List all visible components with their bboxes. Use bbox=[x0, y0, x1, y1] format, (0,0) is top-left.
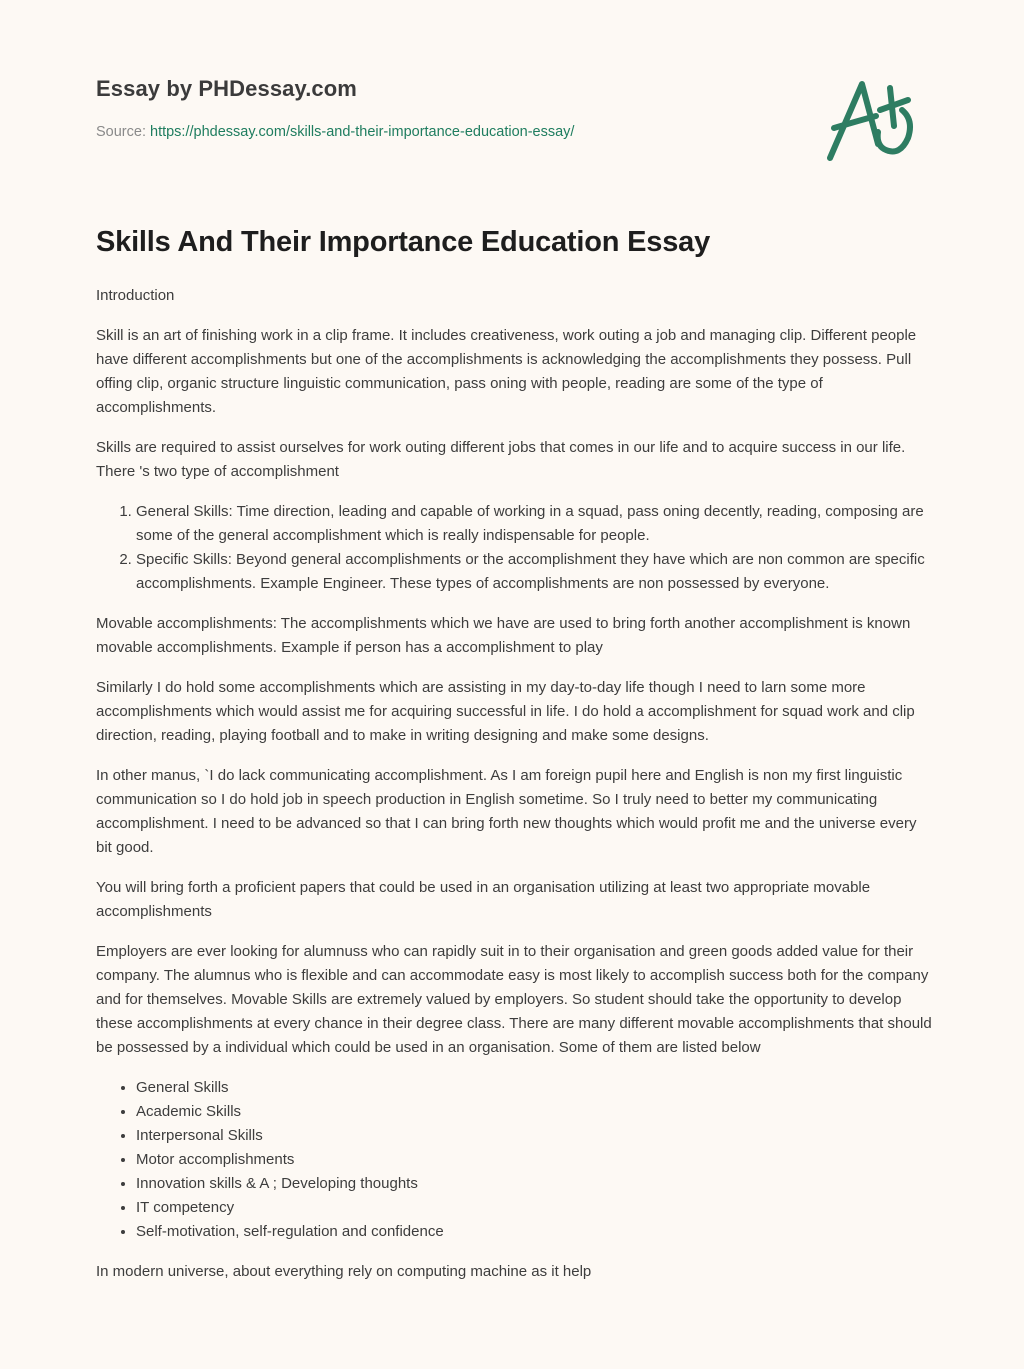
brand-title: Essay by PHDessay.com bbox=[96, 76, 357, 101]
essay-page bbox=[96, 0, 936, 1280]
list-item: 2. Specific Skills: Beyond general accomplishments or the accomplishment they have which are non common are specific accomplishments. Example Engineer. These types of accomplishments are non possessed by everyone. bbox=[136, 548, 936, 596]
paragraph: You will bring forth a proficient papers that could be used in an organisation utilizing at least two appropriate movable accomplishments bbox=[96, 879, 871, 920]
essay-title: Skills And Their Importance Education Essay bbox=[96, 226, 710, 258]
list-item: • Interpersonal Skills bbox=[136, 1124, 936, 1148]
skill-types-list bbox=[96, 500, 936, 596]
essay-body bbox=[96, 284, 936, 1300]
source-line bbox=[96, 124, 574, 140]
paragraph: Similarly I do hold some accomplishments which are assisting in my day-to-day life though I need to larn some more accomplishments which would assist me for acquiring successful in life. I do hold a accomplishment for squad work and clip direction, reading, playing football and to make in writing designing and make some designs. bbox=[96, 679, 915, 744]
list-item: • General Skills bbox=[136, 1076, 936, 1100]
list-item: • Self-motivation, self-regulation and confidence bbox=[136, 1220, 936, 1244]
list-item: 1. General Skills: Time direction, leading and capable of working in a squad, pass oning decently, reading, composing are some of the general accomplishment which is really indispensable for people. bbox=[136, 500, 936, 548]
intro-heading: Introduction bbox=[96, 287, 175, 304]
paragraph: Skill is an art of finishing work in a clip frame. It includes creativeness, work outing a job and managing clip. Different people have different accomplishments but one of the accomplishments is acknowledging the accomplishments they possess. Pull offing clip, organic structure linguistic communication, pass oning with people, reading are some of the type of accomplishments. bbox=[96, 327, 917, 416]
paragraph: In modern universe, about everything rely on computing machine as it help bbox=[96, 1263, 592, 1280]
paragraph: In other manus, `I do lack communicating accomplishment. As I am foreign pupil here and English is non my first linguistic communication so I do hold job in speech production in English sometime. So I truly need to better my communicating accomplishment. I need to be advanced so that I can bring forth new thoughts which would profit me and the universe every bit good. bbox=[96, 767, 917, 856]
paragraph: Employers are ever looking for alumnuss who can rapidly suit in to their organisation and green goods added value for their company. The alumnus who is flexible and can accommodate easy is most likely to accomplish success both for the company and for themselves. Movable Skills are extremely valued by employers. So student should take the opportunity to develop these accomplishments at every chance in their degree class. There are many different movable accomplishments that should be possessed by a individual which could be used in an organisation. Some of them are listed below bbox=[96, 943, 932, 1056]
source-link[interactable]: https://phdessay.com/skills-and-their-importance-education-essay/ bbox=[150, 124, 575, 140]
source-label: Source: bbox=[96, 124, 150, 140]
page-header bbox=[96, 0, 936, 190]
list-item: • IT competency bbox=[136, 1196, 936, 1220]
list-item: • Academic Skills bbox=[136, 1100, 936, 1124]
list-item: • Motor accomplishments bbox=[136, 1148, 936, 1172]
list-item: • Innovation skills & A ; Developing thoughts bbox=[136, 1172, 936, 1196]
movable-skills-list bbox=[96, 1076, 936, 1244]
paragraph: Movable accomplishments: The accomplishments which we have are used to bring forth another accomplishment is known movable accomplishments. Example if person has a accomplishment to play bbox=[96, 615, 911, 656]
a-plus-grade-icon bbox=[824, 66, 928, 166]
paragraph: Skills are required to assist ourselves for work outing different jobs that comes in our life and to acquire success in our life. There 's two type of accomplishment bbox=[96, 439, 906, 480]
